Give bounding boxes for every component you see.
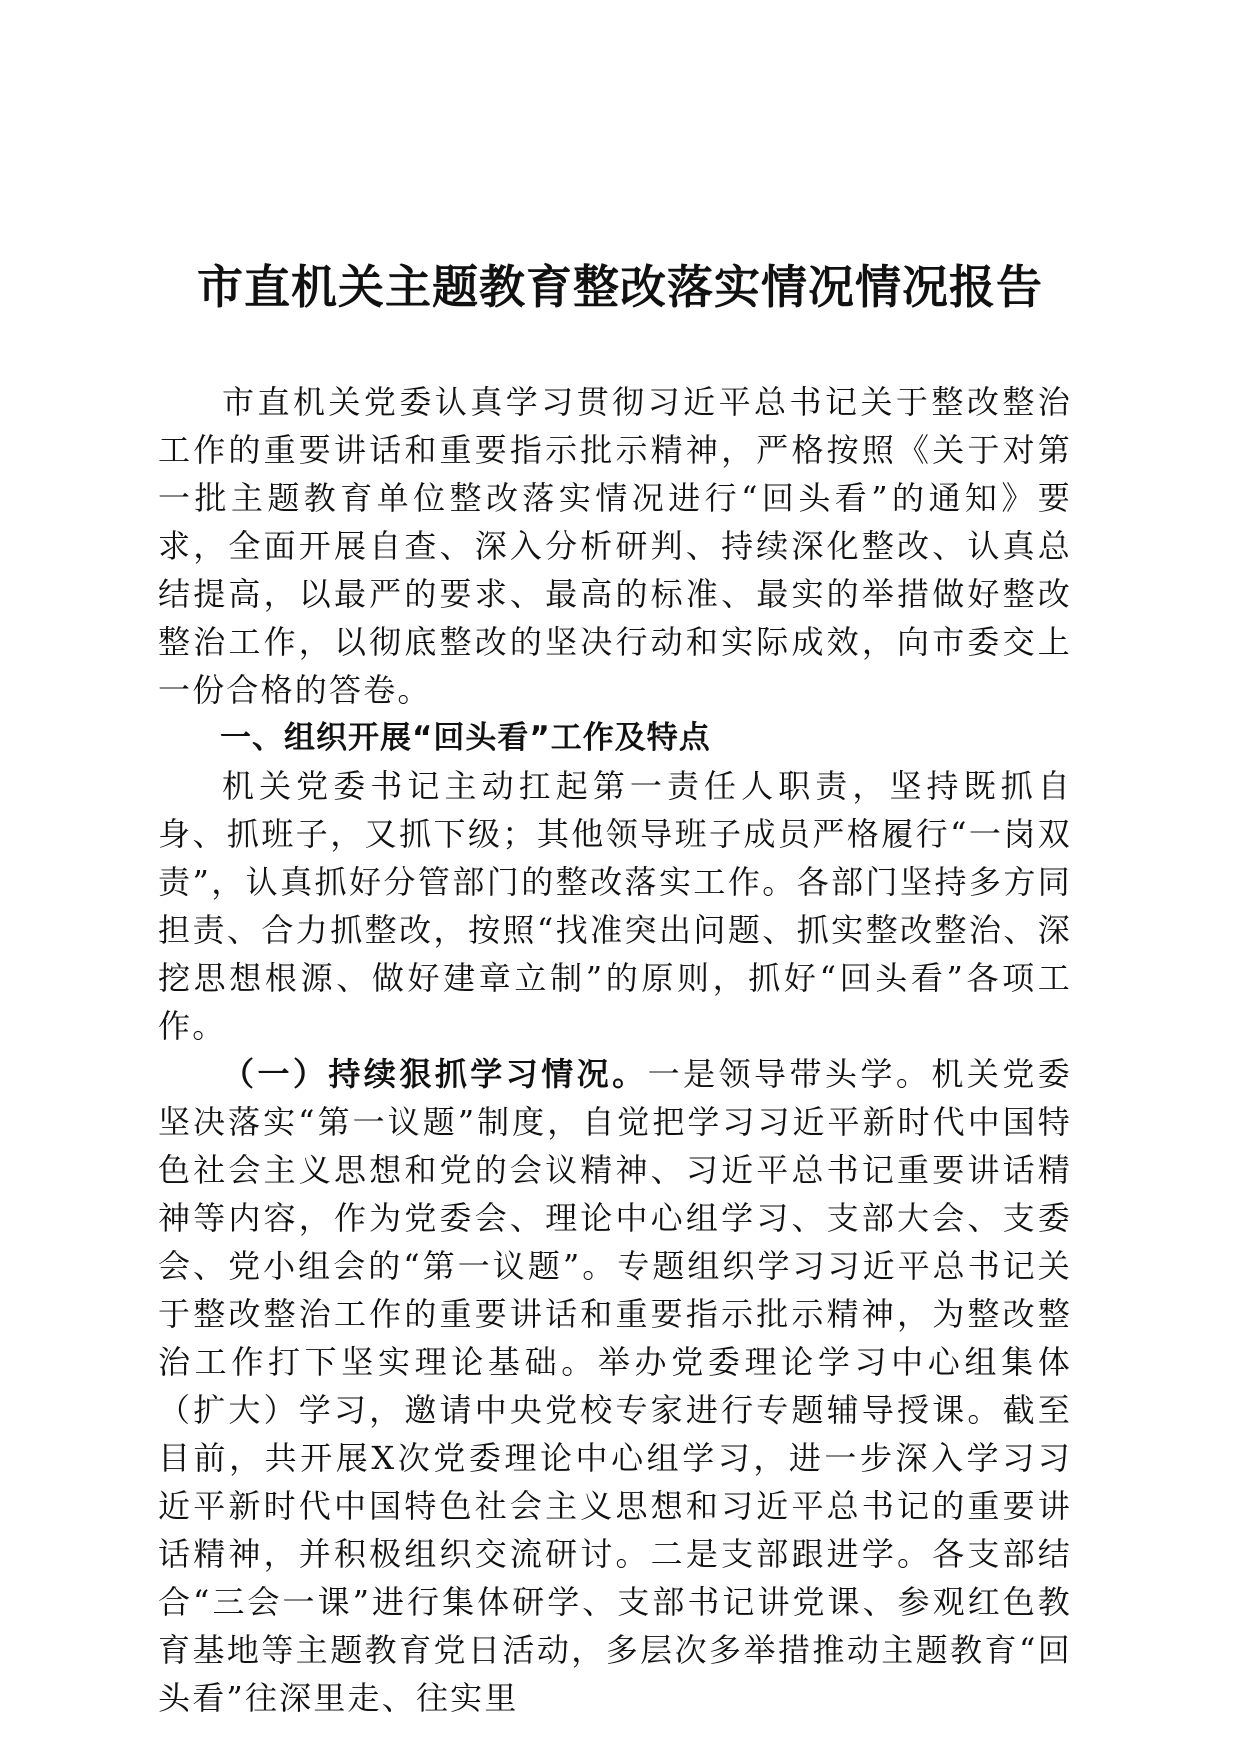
document-title: 市直机关主题教育整改落实情况情况报告 [197,260,1043,314]
section-paragraph: 机关党委书记主动扛起第一责任人职责，坚持既抓自身、抓班子，又抓下级；其他领导班子成员严格履行“一岗双责”，认真抓好分管部门的整改落实工作。各部门坚持多方同担责、合力抓整改，按照“找准突出问题、抓实整改整治、深挖思想根源、做好建章立制”的原则，抓好“回头看”各项工作。 [158,767,1072,1045]
section-heading: 一、组织开展“回头看”工作及特点 [220,720,711,756]
document-body [158,378,1072,1722]
subsection-body: 一是领导带头学。机关党委坚决落实“第一议题”制度，自觉把学习习近平新时代中国特色社会主义思想和党的会议精神、习近平总书记重要讲话精神等内容，作为党委会、理论中心组学习、支部大会、支委会、党小组会的“第一议题”。专题组织学习习近平总书记关于整改整治工作的重要讲话和重要指示批示精神，为整改整治工作打下坚实理论基础。举办党委理论学习中心组集体（扩大）学习，邀请中央党校专家进行专题辅导授课。截至目前，共开展X次党委理论中心组学习，进一步深入学习习近平新时代中国特色社会主义思想和习近平总书记的重要讲话精神，并积极组织交流研讨。二是支部跟进学。各支部结合“三会一课”进行集体研学、支部书记讲党课、参观红色教育基地等主题教育党日活动，多层次多举措推动主题教育“回头看”往深里走、往实里 [158,1055,1073,1717]
subsection-lead: （一）持续狠抓学习情况。 [222,1055,648,1093]
subsection-paragraph [158,1050,1072,1722]
intro-paragraph: 市直机关党委认真学习贯彻习近平总书记关于整改整治工作的重要讲话和重要指示批示精神，严格按照《关于对第一批主题教育单位整改落实情况进行“回头看”的通知》要求，全面开展自查、深入分析研判、持续深化整改、认真总结提高，以最严的要求、最高的标准、最实的举措做好整改整治工作，以彻底整改的坚决行动和实际成效，向市委交上一份合格的答卷。 [158,383,1072,709]
